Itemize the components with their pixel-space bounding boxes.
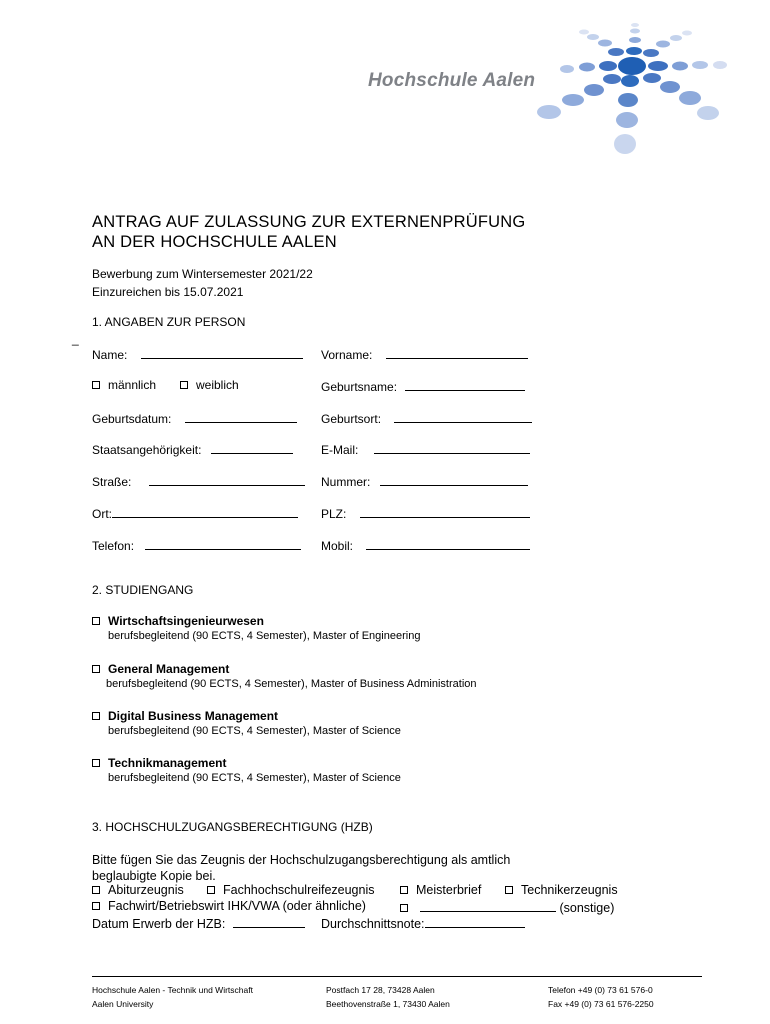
technikerzeugnis-checkbox[interactable] [505, 886, 513, 894]
strasse-field[interactable] [92, 473, 305, 489]
email-label: E-Mail: [321, 443, 359, 457]
weiblich-label: weiblich [196, 378, 239, 392]
durchschnittsnote-label: Durchschnittsnote: [321, 917, 425, 931]
sonstige-input-line[interactable] [420, 899, 556, 912]
fachhochschulreife-label: Fachhochschulreifezeugnis [223, 883, 375, 897]
maennlich-checkbox[interactable] [92, 381, 100, 389]
footer-postfach: Postfach 17 28, 73428 Aalen [326, 985, 435, 995]
logo [360, 20, 740, 170]
plz-field[interactable] [321, 505, 530, 521]
mobil-input-line[interactable] [366, 537, 530, 550]
geburtsort-label: Geburtsort: [321, 412, 382, 426]
fachwirt-checkbox[interactable] [92, 902, 100, 910]
footer-divider [92, 976, 702, 977]
technikerzeugnis-label: Technikerzeugnis [521, 883, 618, 897]
telefon-field[interactable] [92, 537, 301, 553]
hzb-technikerzeugnis-option[interactable] [505, 883, 618, 897]
footer-university-name: Aalen University [92, 999, 154, 1009]
footer-address-postal [326, 983, 450, 1011]
durchschnittsnote-input-line[interactable] [425, 915, 525, 928]
fachhochschulreife-checkbox[interactable] [207, 886, 215, 894]
abitur-label: Abiturzeugnis [108, 883, 184, 897]
geburtsort-input-line[interactable] [394, 410, 532, 423]
program-option[interactable] [92, 756, 401, 784]
plz-label: PLZ: [321, 507, 347, 521]
mobil-field[interactable] [321, 537, 530, 553]
name-field[interactable] [92, 346, 303, 362]
telefon-input-line[interactable] [145, 537, 301, 550]
title-line-1: ANTRAG AUF ZULASSUNG ZUR EXTERNENPRÜFUNG [92, 213, 526, 231]
logo-star-graphic [360, 20, 740, 170]
geburtsdatum-field[interactable] [92, 410, 297, 426]
hzb-meisterbrief-option[interactable] [400, 883, 481, 897]
strasse-label: Straße: [92, 475, 132, 489]
staatsangehoerigkeit-input-line[interactable] [211, 441, 293, 454]
geburtsname-input-line[interactable] [405, 378, 525, 391]
section-1-heading: 1. ANGABEN ZUR PERSON [92, 315, 246, 329]
geburtsort-field[interactable] [321, 410, 532, 426]
logo-wordmark: Hochschule Aalen [368, 70, 536, 91]
hzb-instructions-line-2: beglaubigte Kopie bei. [92, 869, 216, 883]
datum-erwerb-input-line[interactable] [233, 915, 305, 928]
program-checkbox[interactable] [92, 759, 100, 767]
geburtsname-label: Geburtsname: [321, 380, 398, 394]
program-checkbox[interactable] [92, 617, 100, 625]
gender-weiblich-option[interactable] [180, 378, 239, 392]
strasse-input-line[interactable] [149, 473, 305, 486]
fachwirt-label: Fachwirt/Betriebswirt IHK/VWA (oder ähnliche) [108, 899, 366, 913]
intro-deadline: Einzureichen bis 15.07.2021 [92, 285, 244, 299]
program-checkbox[interactable] [92, 712, 100, 720]
hzb-abitur-option[interactable] [92, 883, 184, 897]
footer-fax: Fax +49 (0) 73 61 576-2250 [548, 999, 654, 1009]
email-input-line[interactable] [374, 441, 530, 454]
program-description: berufsbegleitend (90 ECTS, 4 Semester), Master of Science [108, 725, 401, 737]
email-field[interactable] [321, 441, 530, 457]
title-line-2: AN DER HOCHSCHULE AALEN [92, 233, 337, 251]
program-name: Wirtschaftsingenieurwesen [108, 614, 264, 628]
abitur-checkbox[interactable] [92, 886, 100, 894]
nummer-label: Nummer: [321, 475, 371, 489]
weiblich-checkbox[interactable] [180, 381, 188, 389]
section-2-heading: 2. STUDIENGANG [92, 583, 194, 597]
name-input-line[interactable] [141, 346, 303, 359]
program-option[interactable] [92, 662, 477, 690]
footer-contact [548, 983, 654, 1011]
intro-semester: Bewerbung zum Wintersemester 2021/22 [92, 267, 313, 281]
nummer-field[interactable] [321, 473, 528, 489]
program-description: berufsbegleitend (90 ECTS, 4 Semester), Master of Business Administration [106, 678, 477, 690]
nummer-input-line[interactable] [380, 473, 528, 486]
maennlich-label: männlich [108, 378, 157, 392]
program-description: berufsbegleitend (90 ECTS, 4 Semester), Master of Science [108, 772, 401, 784]
program-name: Digital Business Management [108, 709, 279, 723]
datum-erwerb-label: Datum Erwerb der HZB: [92, 917, 226, 931]
mobil-label: Mobil: [321, 539, 354, 553]
section-3-heading: 3. HOCHSCHULZUGANGSBERECHTIGUNG (HZB) [92, 820, 373, 834]
geburtsdatum-label: Geburtsdatum: [92, 412, 172, 426]
sonstige-label: (sonstige) [559, 901, 615, 915]
program-name: General Management [108, 662, 230, 676]
margin-mark: _ [72, 332, 79, 346]
gender-maennlich-option[interactable] [92, 378, 156, 392]
plz-input-line[interactable] [360, 505, 530, 518]
hzb-fachhochschulreife-option[interactable] [207, 883, 374, 897]
datum-erwerb-field[interactable] [92, 915, 305, 931]
footer-telefon: Telefon +49 (0) 73 61 576-0 [548, 985, 653, 995]
hzb-instructions [92, 852, 510, 884]
name-label: Name: [92, 348, 128, 362]
hzb-sonstige-option[interactable] [400, 899, 614, 915]
ort-input-line[interactable] [112, 505, 298, 518]
footer-address-institution [92, 983, 253, 1011]
ort-label: Ort: [92, 507, 112, 521]
geburtsdatum-input-line[interactable] [185, 410, 297, 423]
program-name: Technikmanagement [108, 756, 227, 770]
durchschnittsnote-field[interactable] [321, 915, 525, 931]
vorname-input-line[interactable] [386, 346, 528, 359]
ort-field[interactable] [92, 505, 298, 521]
program-description: berufsbegleitend (90 ECTS, 4 Semester), Master of Engineering [108, 630, 421, 642]
meisterbrief-checkbox[interactable] [400, 886, 408, 894]
program-checkbox[interactable] [92, 665, 100, 673]
document-title [92, 212, 525, 252]
program-option[interactable] [92, 709, 401, 737]
staatsangehoerigkeit-label: Staatsangehörigkeit: [92, 443, 202, 457]
sonstige-checkbox[interactable] [400, 904, 408, 912]
geburtsname-field[interactable] [321, 378, 525, 394]
hzb-fachwirt-option[interactable] [92, 899, 366, 913]
program-option[interactable] [92, 614, 420, 642]
hzb-instructions-line-1: Bitte fügen Sie das Zeugnis der Hochschulzugangsberechtigung als amtlich [92, 853, 511, 867]
telefon-label: Telefon: [92, 539, 135, 553]
vorname-label: Vorname: [321, 348, 373, 362]
staatsangehoerigkeit-field[interactable] [92, 441, 293, 457]
meisterbrief-label: Meisterbrief [416, 883, 482, 897]
vorname-field[interactable] [321, 346, 528, 362]
footer-institution-name: Hochschule Aalen - Technik und Wirtschaft [92, 985, 253, 995]
footer-street: Beethovenstraße 1, 73430 Aalen [326, 999, 450, 1009]
